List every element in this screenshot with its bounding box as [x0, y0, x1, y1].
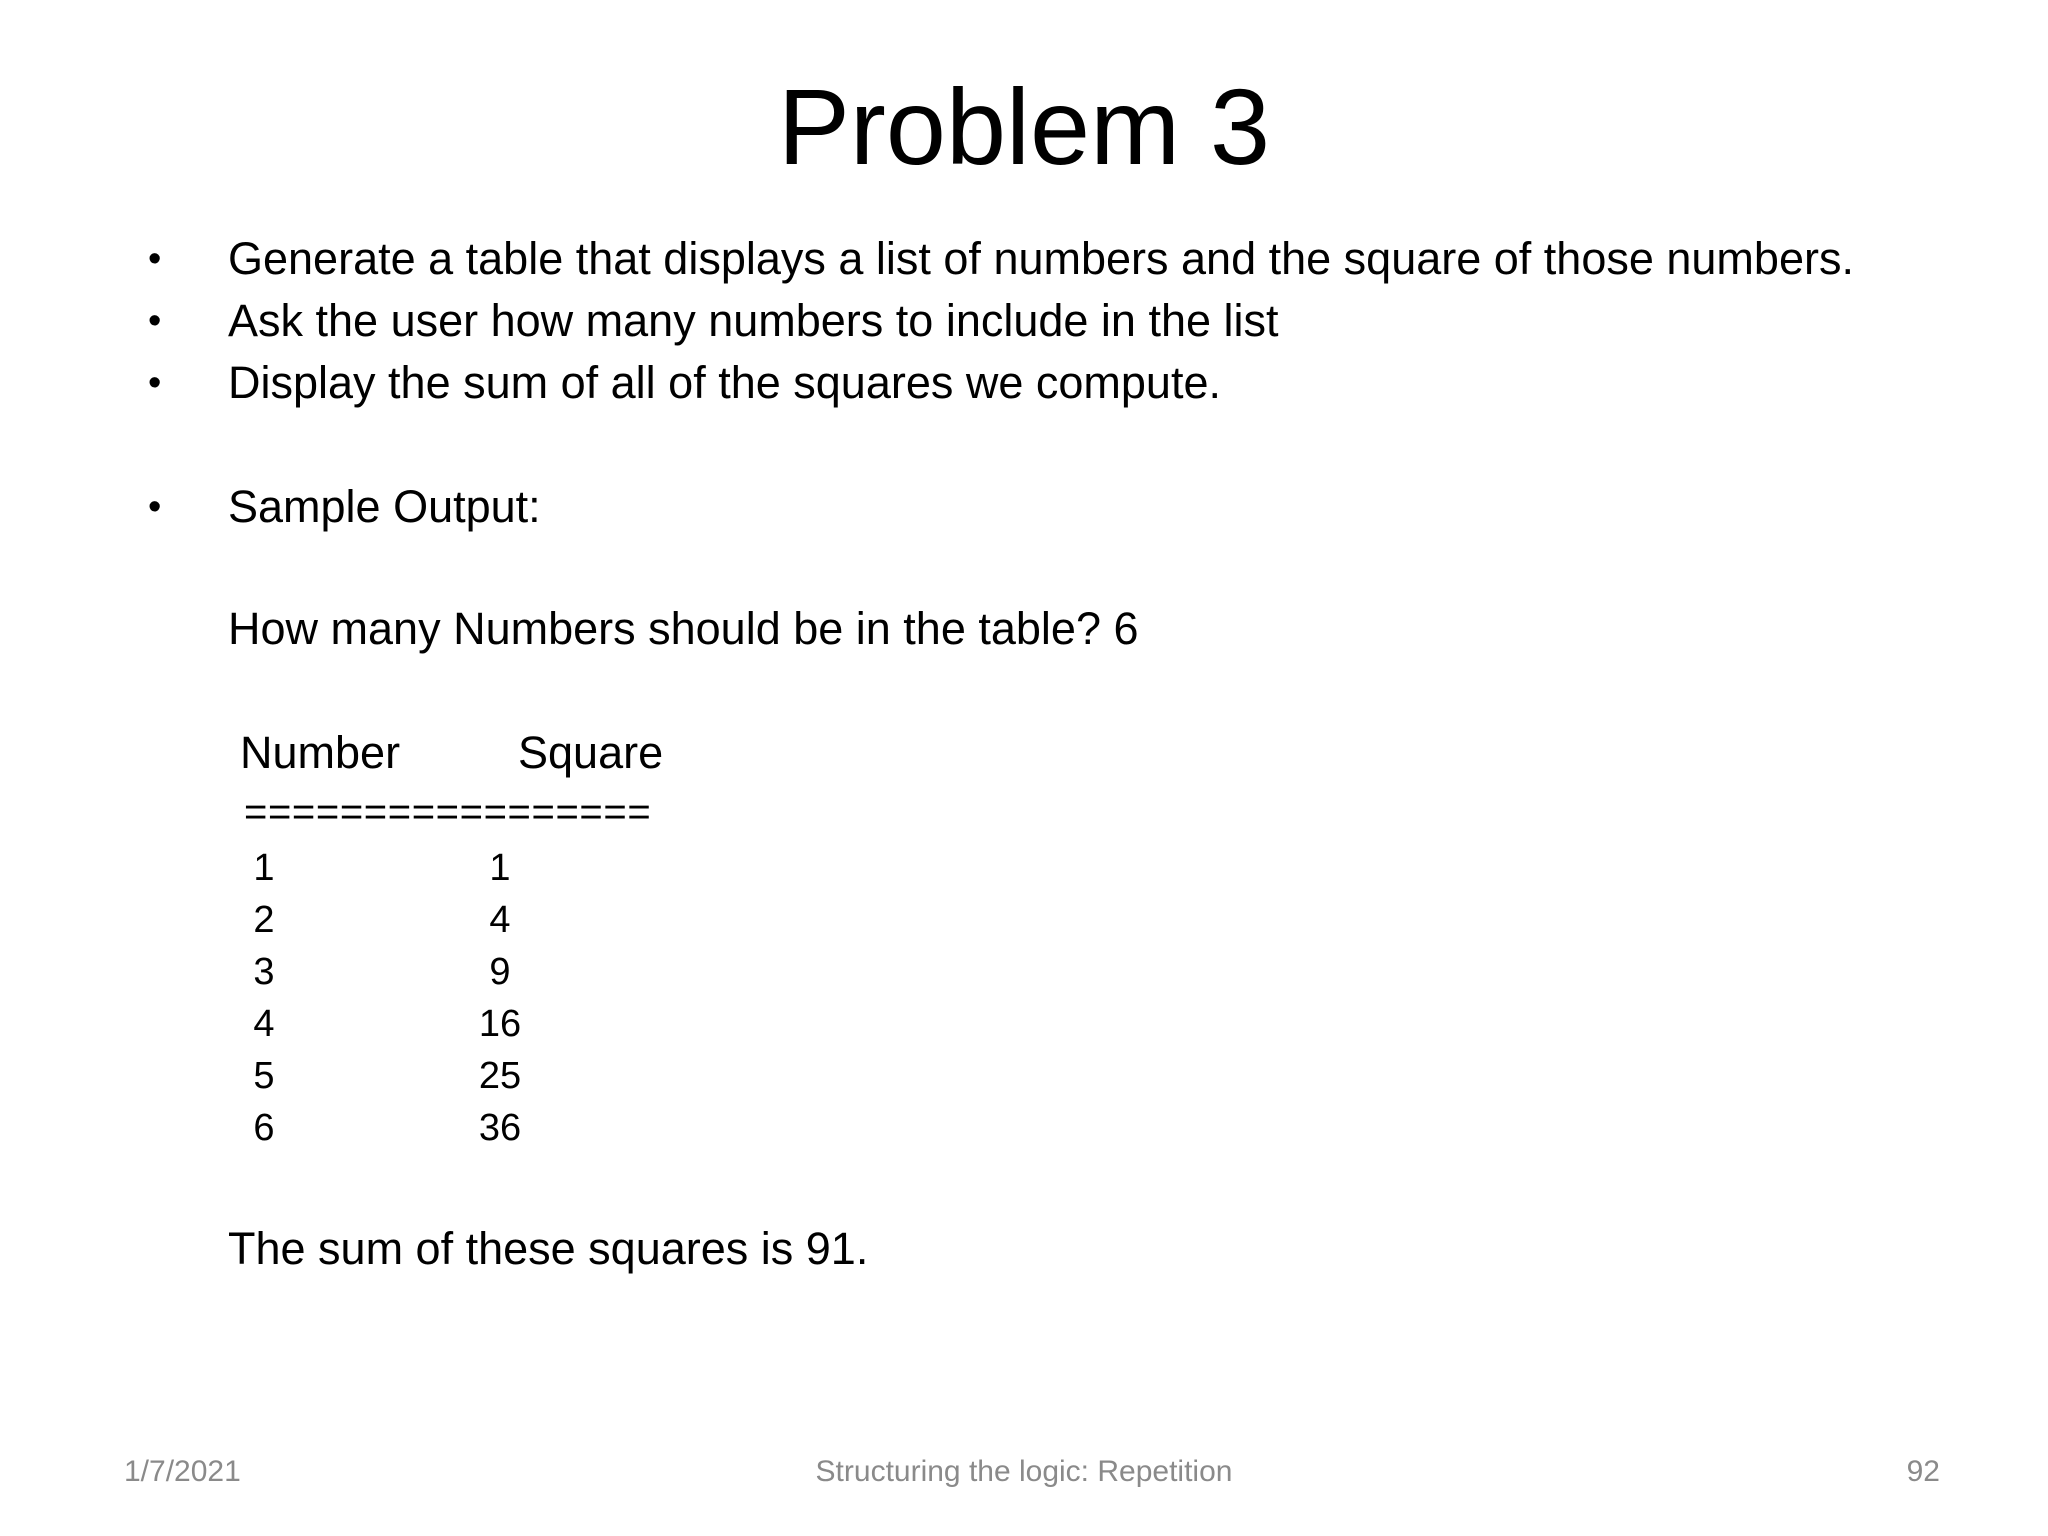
bullet-glyph: •	[148, 362, 162, 404]
number-cell: 5	[253, 1055, 275, 1097]
table-header-square: Square	[518, 727, 664, 778]
bullet-text: Generate a table that displays a list of numbers and the square of those numbers.	[228, 233, 1854, 284]
square-cell: 4	[489, 899, 511, 941]
table-header-number: Number	[240, 727, 401, 778]
sample-prompt-line: How many Numbers should be in the table? 6	[228, 603, 1139, 654]
square-cell: 16	[478, 1003, 522, 1045]
footer-page-number: 92	[1906, 1455, 1940, 1488]
bullet-text: Display the sum of all of the squares we compute.	[228, 357, 1221, 408]
bullet-glyph: •	[148, 238, 162, 280]
number-cell: 2	[253, 899, 275, 941]
footer-topic: Structuring the logic: Repetition	[815, 1455, 1233, 1488]
bullet-glyph: •	[148, 486, 162, 528]
square-cell: 25	[478, 1055, 522, 1097]
bullet-text: Ask the user how many numbers to include in the list	[228, 295, 1279, 346]
number-cell: 3	[253, 951, 275, 993]
square-cell: 36	[478, 1107, 522, 1149]
bullet-text: Sample Output:	[228, 481, 541, 532]
slide-title: Problem 3	[777, 66, 1271, 187]
number-cell: 1	[253, 847, 275, 889]
footer-date: 1/7/2021	[124, 1455, 241, 1488]
number-cell: 4	[253, 1003, 275, 1045]
bullet-glyph: •	[148, 300, 162, 342]
sum-result-line: The sum of these squares is 91.	[228, 1223, 869, 1274]
square-cell: 1	[489, 847, 511, 889]
number-cell: 6	[253, 1107, 275, 1149]
square-cell: 9	[489, 951, 511, 993]
table-separator: =================	[244, 790, 652, 834]
